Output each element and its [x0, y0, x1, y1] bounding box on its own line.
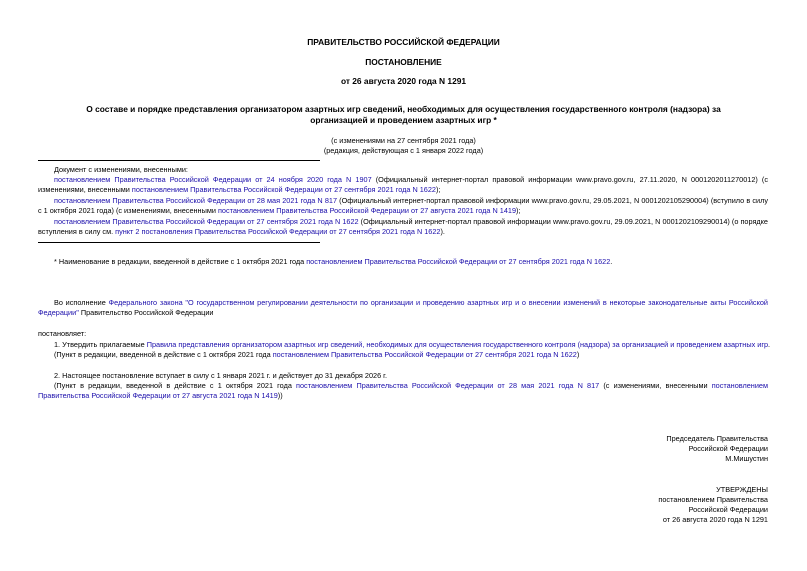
approved-line-4: от 26 августа 2020 года N 1291	[662, 515, 768, 524]
date-number-heading: от 26 августа 2020 года N 1291	[340, 76, 467, 86]
signature-line-3: М.Мишустин	[725, 454, 768, 463]
government-heading: ПРАВИТЕЛЬСТВО РОССИЙСКОЙ ФЕДЕРАЦИИ	[307, 37, 500, 47]
change-item-2: постановлением Правительства Российской Федерации от 28 мая 2021 года N 817 (Официальный интернет-портал правовой информации www.pravo.gov.ru, 29.05.2021, N 0001202105290004) (вступило в силу с 1 октября 2021 года) (с изменениями, внесенными постановлением Правительства Российской Федерации от 27 августа 2021 года N 1419);	[38, 196, 768, 215]
footnote: * Наименование в редакции, введенной в действие с 1 октября 2021 года постановлением Правительства Российской Федерации от 27 сентября 2021 года N 1622.	[54, 257, 613, 266]
change-1-link[interactable]: постановлением Правительства Российской Федерации от 24 ноября 2020 года N 1907	[54, 175, 372, 184]
divider-bottom	[38, 242, 320, 243]
resolves-text: постановляет:	[38, 329, 87, 338]
change-item-3: постановлением Правительства Российской Федерации от 27 сентября 2021 года N 1622 (Официальный интернет-портал правовой информации www.pravo.gov.ru, 29.09.2021, N 0001202109290014) (о порядке вступления в силу см. пункт 2 постановления Правительства Российской Федерации от 27 сентября 2021 года N 1622).	[38, 217, 768, 236]
doc-type-heading: ПОСТАНОВЛЕНИЕ	[365, 57, 442, 67]
federal-law-link[interactable]: Федерального закона "О государственном регулировании деятельности по организации и проведению азартных игр и о внесении изменений в некоторые законодательные акты Российской Федерации"	[38, 298, 768, 317]
change-3-link-2[interactable]: пункт 2 постановления Правительства Российской Федерации от 27 сентября 2021 года N 1622	[115, 227, 441, 236]
changes-intro: Документ с изменениями, внесенными:	[54, 165, 188, 174]
paragraph-2-note: (Пункт в редакции, введенной в действие с 1 октября 2021 года постановлением Правительства Российской Федерации от 28 мая 2021 года N 817 (с изменениями, внесенными постановлением Правительства Российской Федерации от 27 августа 2021 года N 1419))	[38, 381, 768, 400]
rules-link[interactable]: Правила представления организатором азартных игр сведений, необходимых для осуществления государственного контроля (надзора) за организацией и проведением азартных игр	[146, 340, 769, 349]
title-line-2: организацией и проведением азартных игр *	[310, 115, 497, 125]
paragraph-1: 1. Утвердить прилагаемые Правила представления организатором азартных игр сведений, необходимых для осуществления государственного контроля (надзора) за организацией и проведением азартных игр.	[54, 340, 771, 349]
title-line-1: О составе и порядке представления организатором азартных игр сведений, необходимых для осуществления государственного контроля (надзора) за	[86, 104, 721, 114]
footnote-link[interactable]: постановлением Правительства Российской Федерации от 27 сентября 2021 года N 1622	[306, 257, 611, 266]
change-item-1: постановлением Правительства Российской Федерации от 24 ноября 2020 года N 1907 (Официальный интернет-портал правовой информации www.pravo.gov.ru, 27.11.2020, N 0001202011270012) (с изменениями, внесенными постановлением Правительства Российской Федерации от 27 сентября 2021 года N 1622);	[38, 175, 768, 194]
preamble: Во исполнение Федерального закона "О государственном регулировании деятельности по организации и проведению азартных игр и о внесении изменений в некоторые законодательные акты Российской Федерации" Правительство Российской Федерации	[38, 298, 768, 317]
change-3-link[interactable]: постановлением Правительства Российской Федерации от 27 сентября 2021 года N 1622	[54, 217, 359, 226]
approved-block	[658, 485, 768, 525]
signature-line-2: Российской Федерации	[688, 444, 768, 453]
approved-line-3: Российской Федерации	[688, 505, 768, 514]
approved-line-1: УТВЕРЖДЕНЫ	[716, 485, 768, 494]
p1-note-link[interactable]: постановлением Правительства Российской Федерации от 27 сентября 2021 года N 1622	[272, 350, 577, 359]
p2-note-link[interactable]: постановлением Правительства Российской Федерации от 28 мая 2021 года N 817	[296, 381, 600, 390]
change-1-link-2[interactable]: постановлением Правительства Российской Федерации от 27 сентября 2021 года N 1622	[131, 185, 436, 194]
amend-note: (с изменениями на 27 сентября 2021 года)	[331, 136, 476, 145]
change-2-link[interactable]: постановлением Правительства Российской Федерации от 28 мая 2021 года N 817	[54, 196, 337, 205]
divider-top	[38, 160, 320, 161]
p2-note-link-2[interactable]: постановлением Правительства Российской Федерации от 27 августа 2021 года N 1419	[38, 381, 768, 400]
paragraph-2: 2. Настоящее постановление вступает в силу с 1 января 2021 г. и действует до 31 декабря 2026 г.	[54, 371, 387, 380]
paragraph-1-note: (Пункт в редакции, введенной в действие с 1 октября 2021 года постановлением Правительства Российской Федерации от 27 сентября 2021 года N 1622)	[54, 350, 580, 359]
approved-line-2: постановлением Правительства	[658, 495, 768, 504]
signature-line-1: Председатель Правительства	[666, 434, 768, 443]
signature-block	[666, 434, 768, 464]
edition-note: (редакция, действующая с 1 января 2022 года)	[323, 146, 484, 155]
change-2-link-2[interactable]: постановлением Правительства Российской Федерации от 27 августа 2021 года N 1419	[217, 206, 517, 215]
